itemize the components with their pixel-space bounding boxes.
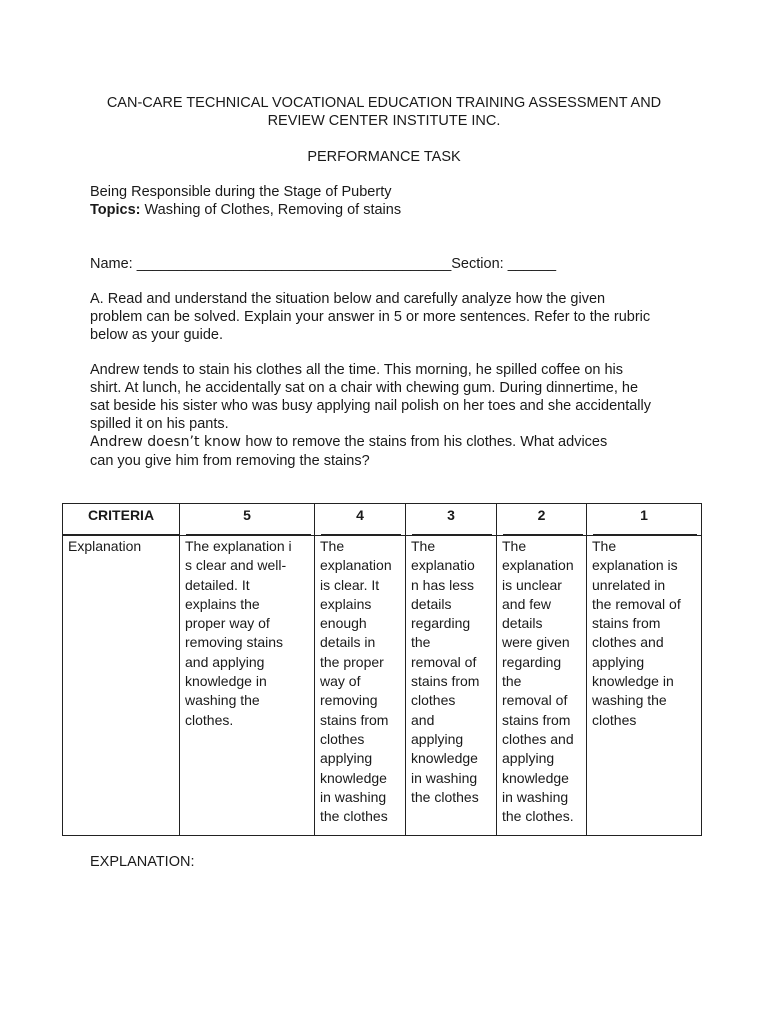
rubric-header-score-5: 5: [180, 504, 315, 536]
explanation-label: EXPLANATION:: [90, 854, 195, 870]
section-field[interactable]: ______: [507, 256, 557, 272]
institution-name-line2: REVIEW CENTER INSTITUTE INC.: [267, 113, 501, 129]
rubric-cell-score-5: The explanation i s clear and well- detailed. It explains the proper way of removing stains and applying knowledge in washing the clothes.: [180, 536, 315, 836]
rubric-cell-score-4: The explanation is clear. It explains enough details in the proper way of removing stains from clothes applying knowledge in washing the clothes: [315, 536, 406, 836]
topics-line: [90, 201, 401, 219]
rubric-cell-score-3: The explanatio n has less details regarding the removal of stains from clothes and applying knowledge in washing the clothes: [406, 536, 497, 836]
rubric-header-criteria: CRITERIA: [63, 504, 180, 536]
topics-value: Washing of Clothes, Removing of stains: [140, 202, 402, 218]
instructions-line2: problem can be solved. Explain your answer in 5 or more sentences. Refer to the rubric: [90, 309, 651, 325]
topics-label: Topics:: [90, 202, 141, 218]
situation-line5-end: how to remove the stains from his clothes. What advices: [245, 434, 608, 450]
situation-line1: Andrew tends to stain his clothes all the time. This morning, he spilled coffee on his: [90, 362, 624, 378]
institution-name-line1: CAN-CARE TECHNICAL VOCATIONAL EDUCATION TRAINING ASSESSMENT AND: [106, 95, 662, 111]
rubric-header-score-2: 2: [497, 504, 587, 536]
name-field[interactable]: _______________________________________: [136, 256, 452, 272]
rubric-header-score-1: 1: [587, 504, 702, 536]
rubric-row-explanation: [63, 536, 702, 836]
situation-line4: spilled it on his pants.: [90, 416, 229, 432]
situation-line5-start: Andrew doesn’t know: [90, 434, 246, 450]
situation-line3: sat beside his sister who was busy applying nail polish on her toes and she accidentally: [90, 398, 651, 414]
rubric-cell-score-2: The explanation is unclear and few details were given regarding the removal of stains from clothes and applying knowledge in washing the clothes.: [497, 536, 587, 836]
section-label: Section:: [451, 256, 508, 272]
rubric-criterion-cell: Explanation: [63, 536, 180, 836]
instructions-line1: A. Read and understand the situation below and carefully analyze how the given: [90, 291, 606, 307]
rubric-header-score-3: 3: [406, 504, 497, 536]
situation-line6: can you give him from removing the stains?: [90, 453, 370, 469]
situation-line5: [90, 433, 607, 451]
name-section-line: [90, 255, 556, 273]
lesson-subtitle: Being Responsible during the Stage of Puberty: [90, 184, 392, 200]
task-title: PERFORMANCE TASK: [307, 149, 461, 165]
instructions-line3: below as your guide.: [90, 327, 223, 343]
name-label: Name:: [90, 256, 137, 272]
rubric-cell-score-1: The explanation is unrelated in the removal of stains from clothes and applying knowledge in washing the clothes: [587, 536, 702, 836]
rubric-table: [62, 503, 702, 836]
rubric-header-row: [63, 504, 702, 536]
situation-line2: shirt. At lunch, he accidentally sat on a chair with chewing gum. During dinnertime, he: [90, 380, 639, 396]
rubric-header-score-4: 4: [315, 504, 406, 536]
